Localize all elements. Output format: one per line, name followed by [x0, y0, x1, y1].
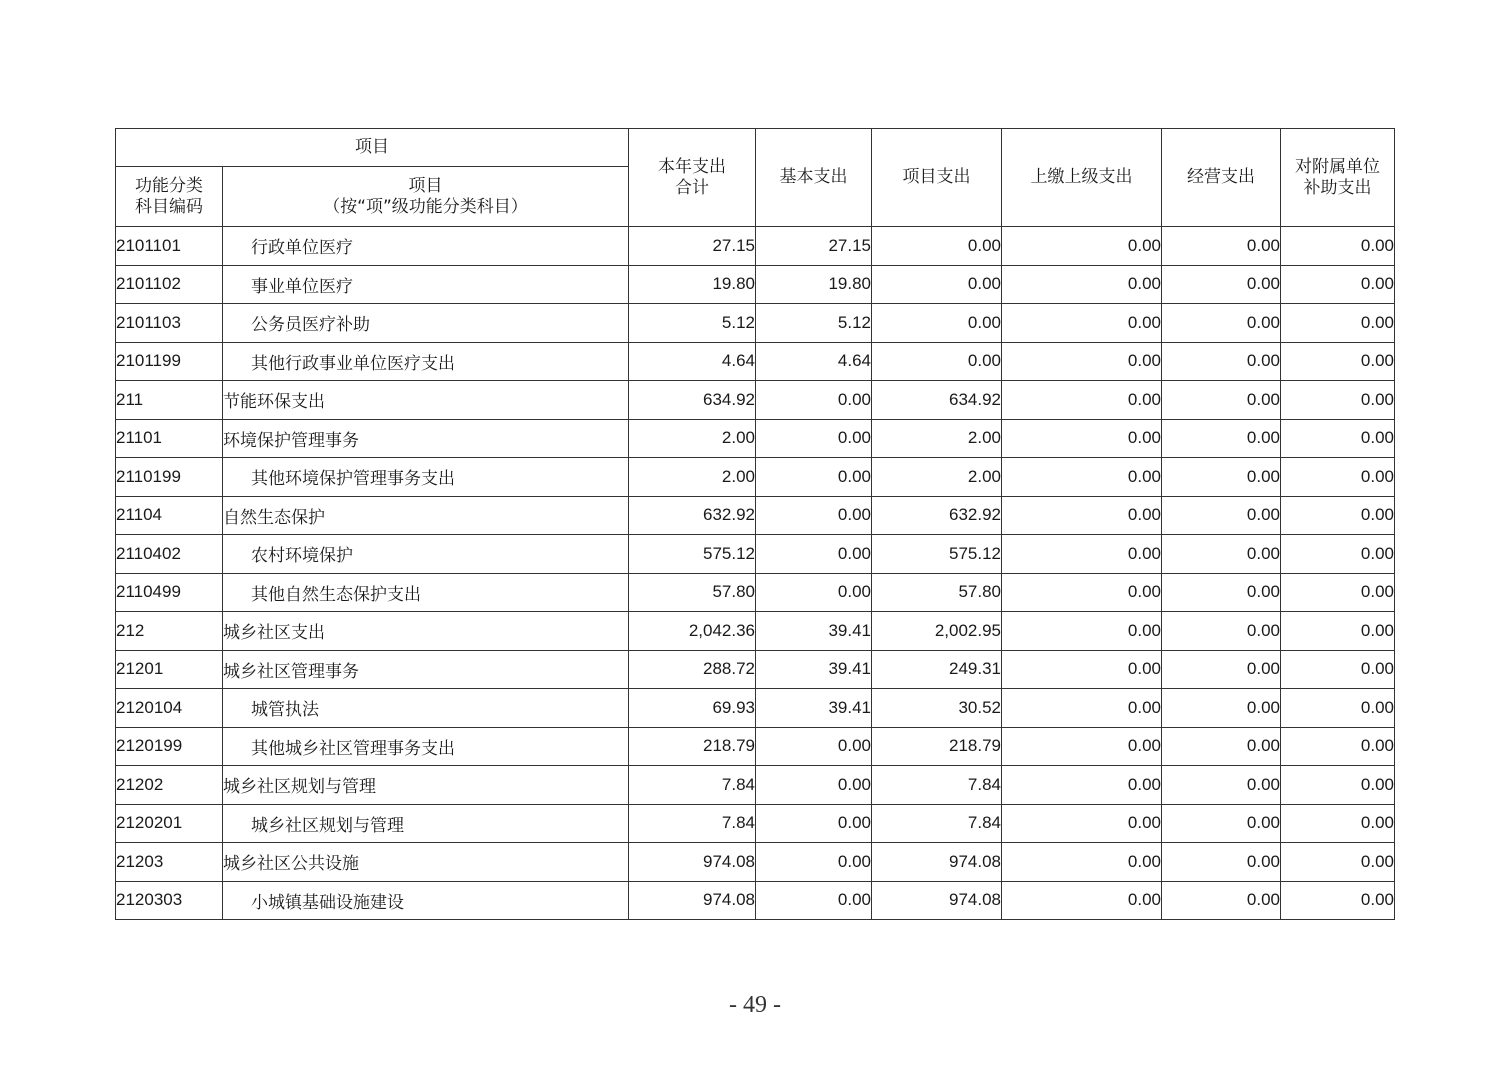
- cell-item-name: 城管执法: [223, 689, 629, 728]
- table-body: [116, 227, 1395, 920]
- table-row: [116, 804, 1395, 843]
- cell-total: 2.00: [629, 419, 756, 458]
- cell-upper: 0.00: [1002, 650, 1162, 689]
- cell-subsidy: 0.00: [1281, 304, 1395, 343]
- cell-basic: 5.12: [756, 304, 872, 343]
- cell-code: 2101103: [116, 304, 223, 343]
- header-subsidy-line2: 补助支出: [1303, 177, 1372, 198]
- cell-code: 2101199: [116, 342, 223, 381]
- cell-upper: 0.00: [1002, 419, 1162, 458]
- header-item: [223, 167, 629, 227]
- cell-basic: 0.00: [756, 804, 872, 843]
- table-row: [116, 843, 1395, 882]
- cell-basic: 39.41: [756, 650, 872, 689]
- header-project: 项目: [116, 129, 629, 167]
- cell-business: 0.00: [1162, 573, 1281, 612]
- cell-subsidy: 0.00: [1281, 843, 1395, 882]
- cell-item-name: 农村环境保护: [223, 535, 629, 574]
- cell-project-expense: 632.92: [872, 496, 1002, 535]
- cell-business: 0.00: [1162, 496, 1281, 535]
- cell-basic: 0.00: [756, 881, 872, 920]
- cell-business: 0.00: [1162, 535, 1281, 574]
- cell-upper: 0.00: [1002, 804, 1162, 843]
- cell-business: 0.00: [1162, 265, 1281, 304]
- table-row: [116, 727, 1395, 766]
- cell-total: 218.79: [629, 727, 756, 766]
- cell-code: 2110199: [116, 458, 223, 497]
- cell-project-expense: 0.00: [872, 342, 1002, 381]
- header-basic: 基本支出: [756, 129, 872, 227]
- cell-item-name: 环境保护管理事务: [223, 419, 629, 458]
- cell-upper: 0.00: [1002, 727, 1162, 766]
- cell-upper: 0.00: [1002, 227, 1162, 266]
- cell-subsidy: 0.00: [1281, 265, 1395, 304]
- cell-basic: 0.00: [756, 727, 872, 766]
- cell-project-expense: 0.00: [872, 265, 1002, 304]
- cell-code: 2120201: [116, 804, 223, 843]
- header-total: [629, 129, 756, 227]
- cell-total: 27.15: [629, 227, 756, 266]
- cell-code: 2101101: [116, 227, 223, 266]
- cell-code: 21104: [116, 496, 223, 535]
- cell-code: 2101102: [116, 265, 223, 304]
- header-code-line2: 科目编码: [135, 196, 203, 217]
- header-item-line1: 项目: [408, 175, 443, 196]
- cell-item-name: 城乡社区支出: [223, 612, 629, 651]
- cell-subsidy: 0.00: [1281, 573, 1395, 612]
- cell-item-name: 公务员医疗补助: [223, 304, 629, 343]
- cell-code: 21101: [116, 419, 223, 458]
- cell-business: 0.00: [1162, 304, 1281, 343]
- cell-subsidy: 0.00: [1281, 612, 1395, 651]
- cell-total: 69.93: [629, 689, 756, 728]
- table-row: [116, 458, 1395, 497]
- cell-item-name: 行政单位医疗: [223, 227, 629, 266]
- cell-subsidy: 0.00: [1281, 342, 1395, 381]
- table-row: [116, 766, 1395, 805]
- cell-upper: 0.00: [1002, 496, 1162, 535]
- cell-basic: 0.00: [756, 381, 872, 420]
- cell-item-name: 城乡社区规划与管理: [223, 766, 629, 805]
- cell-project-expense: 57.80: [872, 573, 1002, 612]
- cell-business: 0.00: [1162, 419, 1281, 458]
- page-number: - 49 -: [729, 992, 781, 1018]
- cell-total: 7.84: [629, 766, 756, 805]
- header-total-line2: 合计: [675, 177, 709, 198]
- header-subsidy-line1: 对附属单位: [1295, 156, 1380, 177]
- cell-total: 5.12: [629, 304, 756, 343]
- cell-total: 4.64: [629, 342, 756, 381]
- cell-business: 0.00: [1162, 727, 1281, 766]
- header-upper: 上缴上级支出: [1002, 129, 1162, 227]
- cell-upper: 0.00: [1002, 265, 1162, 304]
- cell-total: 19.80: [629, 265, 756, 304]
- table-header: [116, 129, 1395, 227]
- cell-project-expense: 0.00: [872, 227, 1002, 266]
- cell-code: 2120303: [116, 881, 223, 920]
- cell-total: 575.12: [629, 535, 756, 574]
- cell-subsidy: 0.00: [1281, 458, 1395, 497]
- cell-upper: 0.00: [1002, 342, 1162, 381]
- cell-item-name: 小城镇基础设施建设: [223, 881, 629, 920]
- cell-basic: 39.41: [756, 689, 872, 728]
- cell-subsidy: 0.00: [1281, 881, 1395, 920]
- cell-subsidy: 0.00: [1281, 766, 1395, 805]
- cell-code: 211: [116, 381, 223, 420]
- cell-item-name: 自然生态保护: [223, 496, 629, 535]
- cell-business: 0.00: [1162, 612, 1281, 651]
- cell-code: 21202: [116, 766, 223, 805]
- table-row: [116, 381, 1395, 420]
- cell-basic: 0.00: [756, 458, 872, 497]
- cell-project-expense: 249.31: [872, 650, 1002, 689]
- cell-total: 974.08: [629, 843, 756, 882]
- cell-upper: 0.00: [1002, 304, 1162, 343]
- cell-project-expense: 974.08: [872, 843, 1002, 882]
- cell-project-expense: 7.84: [872, 766, 1002, 805]
- cell-code: 21203: [116, 843, 223, 882]
- cell-subsidy: 0.00: [1281, 535, 1395, 574]
- cell-basic: 0.00: [756, 843, 872, 882]
- cell-code: 2110402: [116, 535, 223, 574]
- cell-total: 974.08: [629, 881, 756, 920]
- cell-business: 0.00: [1162, 227, 1281, 266]
- cell-project-expense: 634.92: [872, 381, 1002, 420]
- cell-code: 2120104: [116, 689, 223, 728]
- cell-upper: 0.00: [1002, 573, 1162, 612]
- cell-project-expense: 0.00: [872, 304, 1002, 343]
- cell-upper: 0.00: [1002, 535, 1162, 574]
- table-row: [116, 573, 1395, 612]
- cell-upper: 0.00: [1002, 689, 1162, 728]
- header-code: [116, 167, 223, 227]
- cell-item-name: 其他行政事业单位医疗支出: [223, 342, 629, 381]
- cell-subsidy: 0.00: [1281, 650, 1395, 689]
- cell-total: 57.80: [629, 573, 756, 612]
- header-total-line1: 本年支出: [658, 156, 726, 177]
- cell-basic: 0.00: [756, 573, 872, 612]
- header-project-expense: 项目支出: [872, 129, 1002, 227]
- cell-total: 632.92: [629, 496, 756, 535]
- cell-basic: 0.00: [756, 496, 872, 535]
- cell-business: 0.00: [1162, 804, 1281, 843]
- cell-upper: 0.00: [1002, 843, 1162, 882]
- table-row: [116, 419, 1395, 458]
- cell-item-name: 其他自然生态保护支出: [223, 573, 629, 612]
- cell-item-name: 节能环保支出: [223, 381, 629, 420]
- cell-upper: 0.00: [1002, 612, 1162, 651]
- cell-code: 2120199: [116, 727, 223, 766]
- cell-upper: 0.00: [1002, 381, 1162, 420]
- cell-business: 0.00: [1162, 458, 1281, 497]
- cell-item-name: 事业单位医疗: [223, 265, 629, 304]
- table-row: [116, 881, 1395, 920]
- cell-project-expense: 575.12: [872, 535, 1002, 574]
- cell-subsidy: 0.00: [1281, 727, 1395, 766]
- cell-project-expense: 974.08: [872, 881, 1002, 920]
- cell-basic: 19.80: [756, 265, 872, 304]
- table-row: [116, 612, 1395, 651]
- cell-total: 288.72: [629, 650, 756, 689]
- table-row: [116, 650, 1395, 689]
- cell-upper: 0.00: [1002, 766, 1162, 805]
- cell-project-expense: 2.00: [872, 419, 1002, 458]
- cell-code: 212: [116, 612, 223, 651]
- cell-basic: 39.41: [756, 612, 872, 651]
- cell-code: 21201: [116, 650, 223, 689]
- cell-business: 0.00: [1162, 342, 1281, 381]
- table-row: [116, 304, 1395, 343]
- cell-subsidy: 0.00: [1281, 804, 1395, 843]
- table-row: [116, 535, 1395, 574]
- cell-upper: 0.00: [1002, 881, 1162, 920]
- cell-basic: 0.00: [756, 419, 872, 458]
- cell-subsidy: 0.00: [1281, 227, 1395, 266]
- cell-subsidy: 0.00: [1281, 496, 1395, 535]
- header-business: 经营支出: [1162, 129, 1281, 227]
- cell-project-expense: 30.52: [872, 689, 1002, 728]
- cell-subsidy: 0.00: [1281, 419, 1395, 458]
- cell-item-name: 城乡社区规划与管理: [223, 804, 629, 843]
- cell-business: 0.00: [1162, 689, 1281, 728]
- header-item-line2: （按“项”级功能分类科目）: [323, 196, 528, 217]
- cell-item-name: 其他环境保护管理事务支出: [223, 458, 629, 497]
- cell-project-expense: 218.79: [872, 727, 1002, 766]
- table-row: [116, 265, 1395, 304]
- table-row: [116, 342, 1395, 381]
- cell-basic: 27.15: [756, 227, 872, 266]
- cell-basic: 4.64: [756, 342, 872, 381]
- cell-code: 2110499: [116, 573, 223, 612]
- cell-basic: 0.00: [756, 766, 872, 805]
- cell-item-name: 其他城乡社区管理事务支出: [223, 727, 629, 766]
- cell-total: 7.84: [629, 804, 756, 843]
- cell-total: 634.92: [629, 381, 756, 420]
- expenditure-table: [115, 128, 1395, 920]
- cell-total: 2.00: [629, 458, 756, 497]
- table-row: [116, 496, 1395, 535]
- cell-project-expense: 2,002.95: [872, 612, 1002, 651]
- table-row: [116, 689, 1395, 728]
- cell-business: 0.00: [1162, 881, 1281, 920]
- cell-total: 2,042.36: [629, 612, 756, 651]
- cell-upper: 0.00: [1002, 458, 1162, 497]
- cell-subsidy: 0.00: [1281, 381, 1395, 420]
- cell-basic: 0.00: [756, 535, 872, 574]
- cell-item-name: 城乡社区公共设施: [223, 843, 629, 882]
- table-row: [116, 227, 1395, 266]
- cell-business: 0.00: [1162, 381, 1281, 420]
- header-code-line1: 功能分类: [135, 175, 203, 196]
- header-subsidy: [1281, 129, 1395, 227]
- cell-business: 0.00: [1162, 650, 1281, 689]
- cell-item-name: 城乡社区管理事务: [223, 650, 629, 689]
- cell-project-expense: 7.84: [872, 804, 1002, 843]
- cell-subsidy: 0.00: [1281, 689, 1395, 728]
- cell-project-expense: 2.00: [872, 458, 1002, 497]
- cell-business: 0.00: [1162, 766, 1281, 805]
- cell-business: 0.00: [1162, 843, 1281, 882]
